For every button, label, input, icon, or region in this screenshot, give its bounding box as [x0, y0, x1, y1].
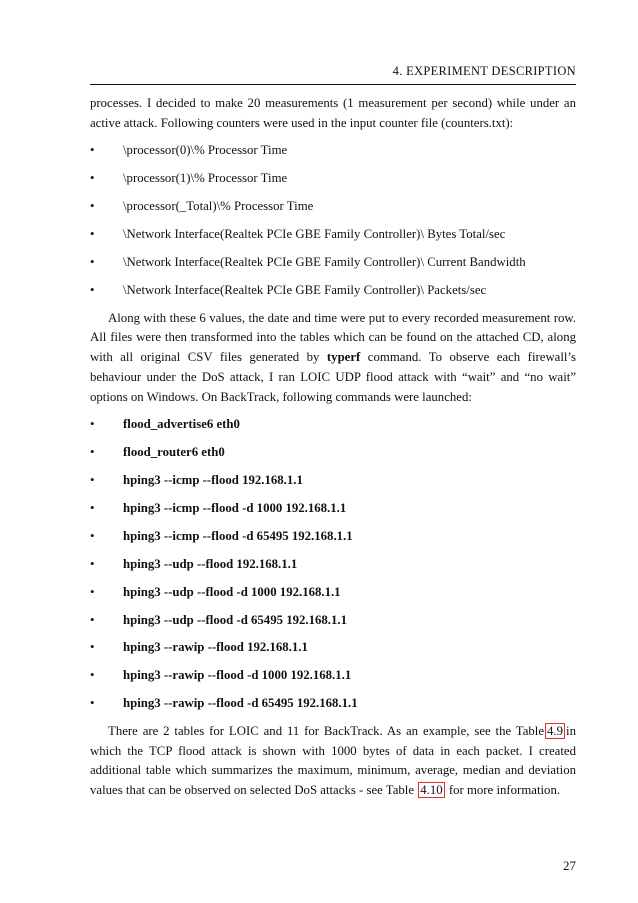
middle-paragraph — [90, 309, 576, 408]
list-item — [90, 415, 576, 435]
page-number: 27 — [563, 858, 576, 873]
list-item — [90, 169, 576, 189]
closing-text-2: in which the TCP flood attack is shown with 1000 bytes of data in each packet. I created additional table which summarizes the maximum, minimum, average, median and deviation values that can be observed on selected DoS attacks - see Table — [90, 724, 576, 798]
running-header: 4. EXPERIMENT DESCRIPTION — [392, 64, 576, 78]
counter-text: \Network Interface(Realtek PCIe GBE Family Controller)\ Bytes Total/sec — [123, 227, 506, 242]
list-item — [90, 443, 576, 463]
bullet-icon: • — [90, 282, 95, 297]
bullet-icon: • — [90, 199, 95, 214]
list-item — [90, 583, 576, 603]
counter-text: \processor(0)\% Processor Time — [123, 143, 288, 158]
bullet-icon: • — [90, 227, 95, 242]
bullet-icon: • — [90, 668, 95, 683]
command-text: hping3 --udp --flood -d 1000 192.168.1.1 — [123, 584, 341, 599]
counter-text: \processor(1)\% Processor Time — [123, 171, 288, 186]
command-text: hping3 --rawip --flood -d 1000 192.168.1.1 — [123, 668, 352, 683]
command-text: hping3 --udp --flood -d 65495 192.168.1.1 — [123, 612, 347, 627]
command-text: flood_advertise6 eth0 — [123, 417, 240, 432]
body-content — [90, 94, 576, 801]
list-item — [90, 638, 576, 658]
command-text: hping3 --rawip --flood -d 65495 192.168.1.1 — [123, 696, 358, 711]
bullet-icon: • — [90, 556, 95, 571]
list-item — [90, 253, 576, 273]
list-item — [90, 499, 576, 519]
bullet-icon: • — [90, 640, 95, 655]
command-text: hping3 --icmp --flood -d 1000 192.168.1.1 — [123, 500, 347, 515]
list-item — [90, 694, 576, 714]
closing-text-1: There are 2 tables for LOIC and 11 for BackTrack. As an example, see the Table — [108, 724, 545, 739]
closing-text-3: for more information. — [448, 783, 561, 798]
tool-name: typerf — [326, 350, 361, 365]
list-item — [90, 666, 576, 686]
bullet-icon: • — [90, 584, 95, 599]
list-item — [90, 555, 576, 575]
intro-paragraph: processes. I decided to make 20 measurements (1 measurement per second) while under an active attack. Following counters were used in the input counter file (counters.txt): — [90, 96, 576, 130]
table-reference-link[interactable]: 4.9 — [547, 724, 564, 739]
list-item — [90, 141, 576, 161]
counter-text: \processor(_Total)\% Processor Time — [123, 199, 314, 214]
list-item — [90, 611, 576, 631]
middle-text-start: Along with these 6 values, the date and time were put to every recorded measurement row. All files were then transformed into the tables which can be found on the attached CD, along with all original CSV files generated by — [90, 310, 576, 365]
list-item — [90, 197, 576, 217]
command-list — [90, 415, 576, 714]
command-text: hping3 --udp --flood 192.168.1.1 — [123, 556, 298, 571]
command-text: hping3 --icmp --flood -d 65495 192.168.1.1 — [123, 528, 353, 543]
bullet-icon: • — [90, 500, 95, 515]
bullet-icon: • — [90, 143, 95, 158]
bullet-icon: • — [90, 171, 95, 186]
bullet-icon: • — [90, 445, 95, 460]
header-rule — [90, 84, 576, 85]
list-item — [90, 225, 576, 245]
list-item — [90, 527, 576, 547]
list-item — [90, 281, 576, 301]
bullet-icon: • — [90, 612, 95, 627]
bullet-icon: • — [90, 254, 95, 269]
counter-text: \Network Interface(Realtek PCIe GBE Family Controller)\ Packets/sec — [123, 282, 487, 297]
middle-text-end: command. To observe each firewall’s behaviour under the DoS attack, I ran LOIC UDP flood attack with “wait” and “no wait” options on Windows. On BackTrack, following commands were launched: — [90, 350, 577, 404]
bullet-icon: • — [90, 696, 95, 711]
table-reference-link[interactable]: 4.10 — [420, 783, 443, 798]
counter-list — [90, 141, 576, 300]
bullet-icon: • — [90, 528, 95, 543]
command-text: hping3 --icmp --flood 192.168.1.1 — [123, 473, 303, 488]
bullet-icon: • — [90, 417, 95, 432]
bullet-icon: • — [90, 473, 95, 488]
list-item — [90, 471, 576, 491]
closing-paragraph — [90, 722, 576, 801]
counter-text: \Network Interface(Realtek PCIe GBE Family Controller)\ Current Bandwidth — [123, 254, 526, 269]
command-text: flood_router6 eth0 — [123, 445, 225, 460]
command-text: hping3 --rawip --flood 192.168.1.1 — [123, 640, 308, 655]
